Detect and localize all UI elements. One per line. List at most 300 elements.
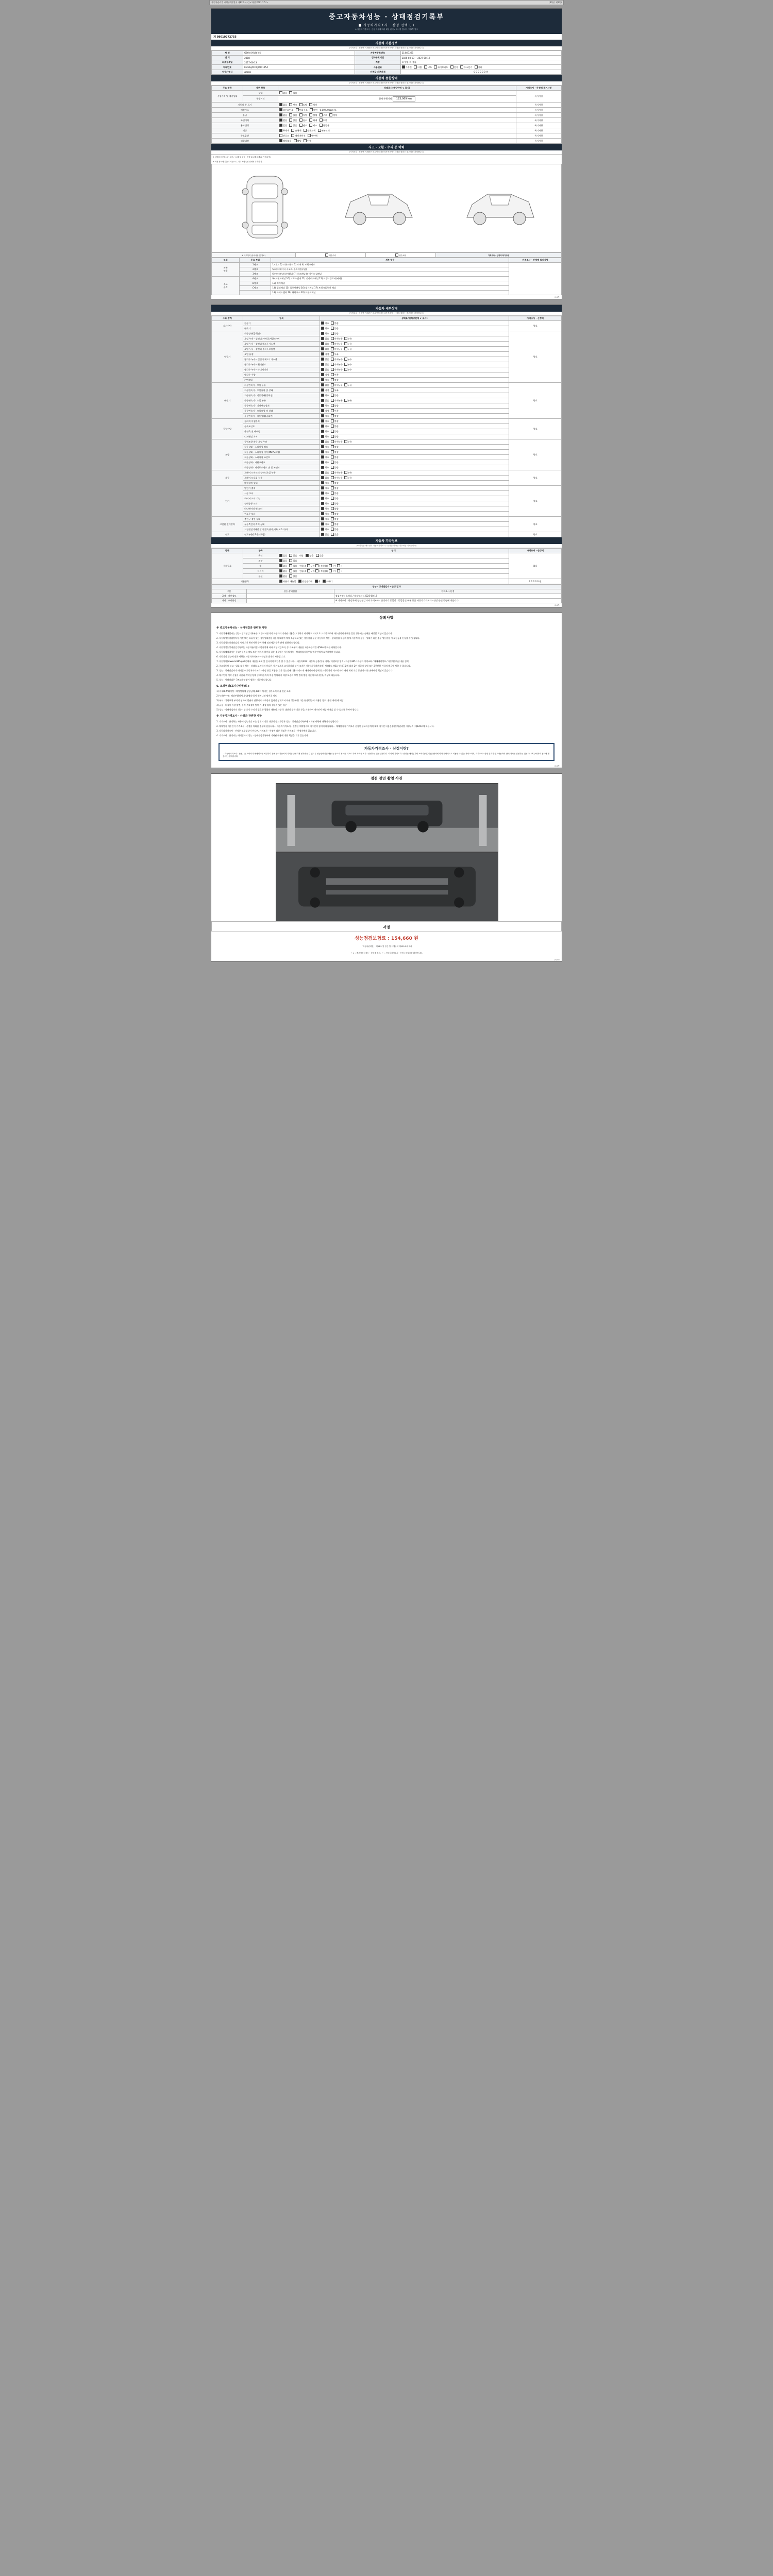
overall-state-table (211, 86, 562, 144)
col-other-group: 항목 (212, 549, 243, 553)
state-option[interactable]: 양호 (321, 507, 329, 511)
state-option[interactable]: 양호 (321, 435, 329, 438)
state-option[interactable]: 불량 (331, 517, 339, 521)
tuning-legal[interactable]: 적법 (299, 113, 307, 117)
row-sub-label: 상태 (243, 91, 278, 96)
table-row (212, 398, 562, 403)
state-option[interactable]: 불량 (331, 461, 339, 464)
state-option[interactable]: 불량 (331, 522, 339, 526)
device-item-status (320, 378, 509, 383)
state-option[interactable]: 없음 (321, 399, 329, 402)
device-group-label: 동력전달 (212, 419, 243, 439)
state-option[interactable]: 양호 (321, 419, 329, 423)
table-row (212, 342, 562, 347)
price-note-usechange: 특기사항 (516, 123, 561, 128)
value-engine: G6DM (243, 70, 355, 75)
state-option[interactable]: 불량 (331, 450, 339, 454)
notes-item: 1) 자세(0.5%)이상 : 해당범위에 상당금액(300이 차지는 경우로써 비율 신분 초과) (216, 690, 292, 692)
state-option[interactable]: 없음 (279, 103, 287, 107)
device-item-label: 시동 모터 (243, 491, 320, 496)
table-header-row (212, 549, 562, 553)
table-row (212, 277, 562, 281)
wheel-front[interactable]: 전륜(좌 / 우 ) 후륜(좌 / 우 ) (299, 565, 342, 567)
basic-spanner[interactable]: 스패너 (323, 580, 332, 583)
state-option[interactable]: 미세누유 (331, 383, 343, 387)
legend-simple-repair: 단순수리 (295, 253, 365, 258)
state-option[interactable]: 양호 (321, 502, 329, 505)
state-option[interactable]: 불량 (331, 466, 339, 469)
state-option[interactable]: 미세누유 (331, 347, 343, 351)
state-option[interactable]: 있음 (289, 574, 297, 578)
section-other-title: 자동차 기타정보 (211, 537, 562, 544)
other-item-interior-label: 내장 (299, 554, 304, 557)
color-chroma[interactable]: 유채색 (291, 129, 301, 132)
state-option[interactable]: 불량 (331, 435, 339, 438)
photo-lift-front (276, 783, 498, 852)
device-group-price-note: 양호 (509, 532, 562, 537)
state-option[interactable]: 상이 (309, 103, 317, 107)
device-item-status (320, 383, 509, 388)
color-cell (278, 128, 516, 133)
state-option[interactable]: 없음 (321, 440, 329, 444)
col-other-price: 가격조사 · 산정액 (509, 549, 562, 553)
table-row (212, 512, 562, 517)
other-group-label: 수리필요 (212, 553, 243, 579)
state-option[interactable]: 없음 (279, 559, 287, 563)
row-label-usechange: 용도변경 (212, 123, 278, 128)
state-option[interactable]: 양호 (321, 517, 329, 521)
state-option[interactable]: 없음 (321, 342, 329, 346)
result-row-2-v2: ※ 가격조사 · 산정자에 성능점검자와 가격조사 · 산정자가 동일인 · 동일법인 여부 등은 자동차가격조사 · 산정 관련 법령에 따릅니다. (334, 599, 561, 603)
page-mark-2: (2/4쪽) (554, 604, 560, 606)
state-option[interactable]: 양호 (321, 486, 329, 490)
device-item-status (320, 445, 509, 450)
state-option[interactable]: 적정 (321, 388, 329, 392)
section-overall-sub: (가격조사 · 산정액 기재란은 매수인이 자동차가격조사 · 산정을 원하는 경우에만 기재합니다) (211, 81, 562, 86)
state-option[interactable]: 있음 (289, 113, 297, 117)
col-device: 주요 장치 (212, 316, 243, 321)
device-group-price-note: 양호 (509, 331, 562, 383)
other-item-option: 옵션 (243, 574, 278, 579)
recall-none[interactable]: 해당없음 (279, 139, 291, 143)
device-item-status (320, 331, 509, 336)
table-row (212, 558, 562, 564)
state-option[interactable]: 누유 (344, 399, 352, 402)
state-option[interactable]: 없음 (279, 564, 287, 568)
photo-lift-underbody (276, 852, 498, 921)
state-option[interactable]: 불량 (331, 430, 339, 433)
fuel-option[interactable]: 가솔린 (402, 65, 412, 69)
sheet-page-2 (211, 304, 562, 607)
state-option[interactable]: 없음 (321, 383, 329, 387)
basic-triangle[interactable]: 안전삼각대 (298, 580, 312, 583)
notes-item: 3) 부식 : 차량부위 부식이 심하여 철판이 변형되거나 구멍이 뚫어진 상태로서 외판 성능부위 기준 현상/성능이 적용할 경우 (용접 내외)에 해당 (216, 699, 344, 702)
label-plate: 자동차등록번호 (355, 51, 400, 56)
basic-jack[interactable]: 잭 (315, 580, 321, 583)
state-option[interactable]: 양호 (321, 327, 329, 330)
row-label-mileage: 주행거리 및 계기상태 (212, 91, 243, 103)
emission-option[interactable]: 일산화탄소 (279, 108, 293, 112)
device-item-label: 작동상태 - 파워크랭크 (243, 460, 320, 465)
state-option[interactable]: 양호 (321, 445, 329, 449)
state-option[interactable]: 불량 (331, 497, 339, 500)
state-option[interactable]: 있음 (289, 124, 297, 127)
state-option[interactable]: 없음 (279, 569, 287, 573)
color-full-paint[interactable]: 전체도색 (304, 129, 315, 132)
state-option[interactable]: 양호 (321, 512, 329, 516)
price-note-emission: 특기사항 (516, 108, 561, 113)
opt-sunroof[interactable]: 선루프 (279, 134, 289, 138)
state-option[interactable]: 불량 (331, 378, 339, 382)
state-option[interactable]: 양호 (321, 455, 329, 459)
value-carname: G80 (4세대)(렌 ) (243, 51, 355, 56)
table-row (212, 579, 562, 584)
part-frame: 주요 골격 (212, 277, 240, 295)
device-item-status (320, 372, 509, 378)
table-row (212, 429, 562, 434)
state-option[interactable]: 없음 (279, 574, 287, 578)
device-item-status (320, 470, 509, 476)
table-row (212, 108, 562, 113)
photo-section-title: 점검 장면 촬영 사진 (371, 776, 402, 781)
col-other-status: 상태 (278, 549, 509, 553)
state-option[interactable]: 불량 (331, 528, 339, 531)
table-row (212, 123, 562, 128)
table-row (212, 414, 562, 419)
device-item-status (320, 393, 509, 398)
state-option[interactable]: 부족 (331, 373, 339, 377)
state-option[interactable]: 없음 (279, 124, 287, 127)
other-item-wheel: 휠 (243, 564, 278, 569)
section-other-sub: (※ 항목은 매수인이 자동차가격조사 · 산정을 원하는 경우에만 기재합니다) (211, 544, 562, 548)
table-row (212, 128, 562, 133)
table-row (212, 439, 562, 445)
state-option[interactable]: 누수 (344, 358, 352, 361)
state-option[interactable]: 누유 (344, 337, 352, 341)
detail-table-body (212, 321, 562, 537)
state-option[interactable]: 불량 (331, 486, 339, 490)
device-item-label: 작동상태 - 스티어링 펌프 (243, 445, 320, 450)
state-option[interactable]: 양호 (321, 492, 329, 495)
table-row (212, 113, 562, 118)
state-option[interactable]: 미세누유 (331, 337, 343, 341)
fuel-option[interactable]: 수소전기 (460, 65, 472, 69)
device-item-label: 오일 누유 - 실린더 커버(로커암) 커버 (243, 336, 320, 342)
state-option[interactable]: 불량 (331, 419, 339, 423)
state-option[interactable]: 양호 (321, 466, 329, 469)
recall-cell (278, 139, 516, 144)
fuel-options (400, 65, 561, 70)
row-label-emission: 배출가스 (212, 108, 278, 113)
state-option[interactable]: 있음 (289, 564, 297, 568)
state-option[interactable]: 양호 (321, 430, 329, 433)
table-row (212, 501, 562, 506)
accident-note-2: ※ 작성 당시에 실출력 기준으로, 기타 차량특성 상태에 부착된 것 (213, 161, 262, 163)
state-option[interactable]: 미세누유 (331, 342, 343, 346)
state-option[interactable]: 누유 (344, 383, 352, 387)
part-outer: 외판 부위 (212, 263, 240, 277)
state-option[interactable]: 누유 (344, 342, 352, 346)
state-option[interactable]: 누수 (344, 368, 352, 371)
tuning-device[interactable]: 장치 (329, 113, 337, 117)
state-option[interactable]: 적정 (321, 373, 329, 377)
notes-item: 2. 중고자동차 부고 · 압류 횟수 성능 · 상태를 고지하지 아니한 거 거짓으로 고지하거나 부가 고지한 자는 [자동차관리법] 제 80조 제6호 및 제7호에 따라 2년 이하의 징역 또는 2천만원 이하의 벌금에 처할 수 있습니다. (216, 664, 411, 667)
color-part-paint[interactable]: 부분도색 (318, 129, 330, 132)
state-option[interactable]: 미세누유 (331, 471, 343, 474)
recall-yes[interactable]: 해당 (294, 139, 301, 143)
col-part: 부위 (212, 258, 240, 263)
device-group-price-note: 양호 (509, 419, 562, 439)
other-item-tire: 타이어 (243, 569, 278, 574)
state-option[interactable]: 불량 (331, 507, 339, 511)
photo-block (276, 783, 497, 921)
device-item-status (320, 403, 509, 409)
rank-2-text: 5) 라디에이터 서포트(볼트체결부품) (271, 267, 509, 272)
state-option[interactable]: 없음 (279, 118, 287, 122)
state-option[interactable]: 미세누수 (331, 363, 343, 366)
notes-item: 2. 자동차성능점검장치가 거짓 또는 오류가 있는 성능상태점검 내용에 대하여 매매 보증하고 있는 성능점검 부분 자동차의 성능 · 상태점검 내용과 실제 자동차의 성능 · 상태가 다른 경우 성능점검 시 보험금을 신청할 수 있습니다. (216, 636, 420, 639)
table-row (212, 496, 562, 501)
notes-item: 4. 매수인이 계약 신청을 시간과 계약된 당해 중고자동차의 차종 범위하지 해당 보증의 보상 범위 법령 기준에 따라 환불, 배상에 따릅니다. (216, 673, 340, 676)
col-item-price: 가격조사 · 산정액 (509, 316, 562, 321)
device-item-status (320, 414, 509, 419)
device-item-label: 발전기 출력 (243, 486, 320, 491)
state-option[interactable]: 양호 (321, 378, 329, 382)
state-option[interactable]: 미세누수 (331, 368, 343, 371)
table-row (212, 321, 562, 326)
state-option[interactable]: 미세누유 (331, 440, 343, 444)
price-note-recall: 특기사항 (516, 139, 561, 144)
price-definition-text: 「자동차가격조사 · 산정」은 소비자가 매매계약을 체결하기 전에 중고자동차의 가치를 공정하게 평가받을 수 있도록 성능상태점검 내용 등 중고차 정보를 기초로 하여 가격을 조사 · 산정하는 것을 말합니다. 따라서 가격조사 · 산정은 매매업자와 소비자(매수인)간 합의에 따라 선택적으로 이용할 수 있는 서비스이며, 가격조사 · 산정 결과가 중고자동차의 판매 가격을 결정하는 것은 아니며 구매자의 참고에 활용되는 정보입니다. (223, 752, 550, 757)
legal-footnote-1: 「자동차관리법」 제58조 및 같은 법 시행규칙 제120조에 따라 (361, 945, 412, 947)
state-option[interactable]: 불량 (331, 425, 339, 428)
device-item-status (320, 460, 509, 465)
notes-item: 7. 자동차의(www.car365.go.kr)에서 내용을 조회 및 검사이력 확인을 할 수 있습니다. - 자동차365 : 자동차 금융/할부 거래 / 이행보증 입력 - 자동차365 : 자동차 이력조회 / 매매계약정보 / 자동차등록증내용 검색 (216, 659, 409, 663)
device-item-status (320, 362, 509, 367)
state-option[interactable]: 미세누유 (331, 399, 343, 402)
state-option[interactable]: 불량 (331, 332, 339, 335)
state-option[interactable]: 양호 (321, 425, 329, 428)
state-option[interactable]: 불량 (331, 492, 339, 495)
state-option[interactable]: 없음 (321, 476, 329, 480)
rank-c-text: 14) 필러패널 15) 플로어패널 16) 대시패널 17) 트렁크플로어 패널 (271, 286, 509, 291)
rank-3: 3랭크 (240, 272, 271, 277)
device-item-status (320, 450, 509, 455)
section-overall-title: 자동차 종합상태 (211, 75, 562, 81)
result-row-1-key: 금액 · 내용검토 (212, 594, 247, 599)
special-fire[interactable]: 화재 (309, 118, 317, 122)
state-option[interactable]: 미세누유 (331, 476, 343, 480)
state-option[interactable]: 없음 (321, 347, 329, 351)
state-option[interactable]: 양호 (321, 414, 329, 418)
state-option[interactable]: 미세누수 (331, 358, 343, 361)
use-rent[interactable]: 렌트 (299, 124, 307, 127)
state-option[interactable]: 없음 (321, 471, 329, 474)
state-option[interactable]: 양호 (321, 528, 329, 531)
state-option[interactable]: 없음 (279, 91, 287, 95)
table-row (212, 476, 562, 481)
car-diagram-area (211, 164, 562, 252)
state-option[interactable]: 양호 (321, 404, 329, 408)
section-accident-sub: (가격조사 · 산정액 기재란은 매수인이 자동차가격조사 · 산정을 원하는 경우에만 기재합니다) (211, 150, 562, 155)
state-option[interactable]: 변조 (289, 103, 297, 107)
state-option[interactable]: 누수 (344, 363, 352, 366)
state-option[interactable]: 불량 (331, 445, 339, 449)
table-row (212, 253, 562, 258)
state-option[interactable]: 양호 (321, 321, 329, 325)
device-item-status (320, 481, 509, 486)
device-group-price-note: 양호 (509, 486, 562, 517)
device-item-label: 수동변속기 - 오일유량 및 상태 (243, 409, 320, 414)
device-item-label: 냉각수 누수 - 실린더 헤드 / 가스켓 (243, 357, 320, 362)
legend-simple-exchange: 단순교환 (365, 253, 435, 258)
notes-item: 4) 긁음 · 터짐이 이상 발견, 부식 주요장치 및/부가 불량 검의 경우의 있는 경우 (216, 704, 287, 706)
state-option[interactable]: 양호 (321, 450, 329, 454)
basic-items-price: 0 0 0 0 0 원 (509, 579, 562, 584)
tuning-structure[interactable]: 구조 (320, 113, 327, 117)
table-header-row (212, 258, 562, 263)
options-cell (278, 133, 516, 139)
state-option[interactable]: 양호 (321, 332, 329, 335)
special-theft[interactable]: 도난 (320, 118, 327, 122)
notes-head-1: ※ 중고자동차성능 · 상태점검과 관련한 사항 (216, 626, 267, 630)
state-option[interactable]: 양호 (321, 394, 329, 397)
tire-front[interactable]: 전륜(좌 / 우 ) 후륜(좌 / 우 ) (299, 570, 342, 572)
notes-body (211, 622, 562, 740)
device-item-status (320, 336, 509, 342)
state-option[interactable]: 불량 (331, 404, 339, 408)
device-item-status (320, 506, 509, 512)
emission-option[interactable]: 매연 (310, 108, 317, 112)
state-option[interactable]: 없음 (321, 533, 329, 536)
color-mono[interactable]: 무채색 (279, 129, 289, 132)
state-option[interactable]: 누유 (344, 471, 352, 474)
table-row (212, 594, 562, 599)
state-option[interactable]: 불량 (331, 394, 339, 397)
state-option[interactable]: 불량 (331, 455, 339, 459)
device-item-status (320, 388, 509, 393)
table-row (212, 445, 562, 450)
state-option[interactable]: 누유 (344, 347, 352, 351)
fuel-option[interactable]: 전기 (450, 65, 458, 69)
table-row (212, 564, 562, 569)
use-lease[interactable]: 리스 (309, 124, 317, 127)
device-item-status (320, 342, 509, 347)
opt-navigation[interactable]: 내비게이션 (291, 134, 305, 138)
device-item-label: 작동상태(공회전) (243, 331, 320, 336)
basic-manual[interactable]: 사용자 매뉴얼 (279, 580, 296, 583)
device-group-price-note: 양호 (509, 383, 562, 419)
notes-head-2: 6. 보상범위(표기단위별)로 : (216, 684, 249, 688)
rank-1: 1랭크 (240, 263, 271, 267)
table-row (212, 532, 562, 537)
state-option[interactable]: 있음 (289, 91, 297, 95)
state-option[interactable]: 적정 (321, 409, 329, 413)
state-option[interactable]: 부족 (331, 352, 339, 356)
state-option[interactable]: 불량 (331, 327, 339, 330)
state-option[interactable]: 없음 (306, 554, 313, 557)
value-std-price: 0 0 0 0 0 0 원 (400, 70, 561, 75)
section-basic-title: 자동차 기본정보 (211, 40, 562, 46)
fuel-option[interactable]: 기타 (475, 65, 482, 69)
fuel-option[interactable]: LPG (424, 65, 432, 69)
page-mark-3: (3/4쪽) (554, 765, 560, 767)
col-detail: 세부 항목 (243, 86, 278, 91)
table-row (212, 455, 562, 460)
state-option[interactable]: 양호 (321, 497, 329, 500)
state-option[interactable]: 없음 (321, 368, 329, 371)
col-price-note: 가격조사 · 산정액 특기사항 (516, 86, 561, 91)
state-option[interactable]: 누유 (344, 476, 352, 480)
state-option[interactable]: 불량 (331, 512, 339, 516)
special-flood[interactable]: 침수 (299, 118, 307, 122)
state-option[interactable]: 양호 (321, 481, 329, 485)
state-option[interactable]: 없음 (321, 363, 329, 366)
result-row-1-v2: 점검자명 : 오성길 / 점검일자 : 2025-08-13 (334, 594, 561, 599)
col-rank-price: 가격조사 · 산정액 특기사항 (509, 258, 562, 263)
other-price-note: 없음 (509, 553, 562, 579)
state-option[interactable]: 도말 (299, 103, 307, 107)
state-option[interactable]: 적정 (321, 352, 329, 356)
state-option[interactable]: 있음 (331, 533, 339, 536)
device-group-label: 전기 (212, 486, 243, 517)
notes-item: 3. 자동차가격조사 · 산정은 보증대상이 아니며, 가격조사 · 산정에 따른 책임은 가격조사 · 산정자에게 있습니다. (216, 729, 317, 732)
emission-option[interactable]: 탄화수소 (296, 108, 308, 112)
table-row (212, 51, 562, 56)
rank-d (240, 291, 271, 295)
row-label-special: 특별이력 (212, 118, 278, 123)
state-option[interactable]: 있음 (289, 559, 297, 563)
recall-done[interactable]: 이행 (304, 139, 311, 143)
state-option[interactable]: 불량 (331, 321, 339, 325)
tuning-illegal[interactable]: 불법 (309, 113, 317, 117)
state-option[interactable]: 양호 (321, 461, 329, 464)
other-item-exterior: 외부 (243, 558, 278, 564)
device-item-status (320, 476, 509, 481)
document-banner (211, 9, 562, 34)
device-group-label: 변속기 (212, 383, 243, 419)
state-option[interactable]: 누유 (344, 440, 352, 444)
state-option[interactable]: 없음 (279, 554, 287, 557)
notes-item: 4. 자동차성능상태점검기록부는 자동차관리법 시행규칙에 따라 작성되었으며, 동 기록부의 내용은 자동차관리법 제58조에 따른 사항입니다. (216, 646, 342, 649)
use-business[interactable]: 영업용 (320, 124, 329, 127)
state-option[interactable]: 있음 (289, 554, 297, 557)
table-row (212, 362, 562, 367)
opt-airbag[interactable]: 에어백 (308, 134, 317, 138)
state-option[interactable]: 양호 (321, 522, 329, 526)
device-item-label: 충전구 절연 상태 (243, 517, 320, 522)
fuel-option[interactable]: 하이브리드 (434, 65, 448, 69)
state-option[interactable]: 없음 (321, 358, 329, 361)
state-option[interactable]: 있음 (289, 118, 297, 122)
car-diagram-left-view (340, 176, 417, 238)
page-mark-4: (4/4쪽) (554, 958, 560, 961)
value-year: 2018 (243, 56, 355, 60)
notes-title: 유의사항 (379, 616, 394, 620)
state-option[interactable]: 부족 (331, 409, 339, 413)
fuel-option[interactable]: 디젤 (414, 65, 422, 69)
table-row (212, 291, 562, 295)
device-item-label: 냉각수 누수 - 워터펌프 (243, 362, 320, 367)
state-option[interactable]: 있음 (289, 569, 297, 573)
state-option[interactable]: 불량 (331, 502, 339, 505)
state-option[interactable]: 없음 (279, 113, 287, 117)
state-option[interactable]: 불량 (331, 481, 339, 485)
state-option[interactable]: 있음 (316, 554, 324, 557)
state-option[interactable]: 없음 (321, 337, 329, 341)
state-option[interactable]: 부족 (331, 388, 339, 392)
state-option[interactable]: 불량 (331, 414, 339, 418)
